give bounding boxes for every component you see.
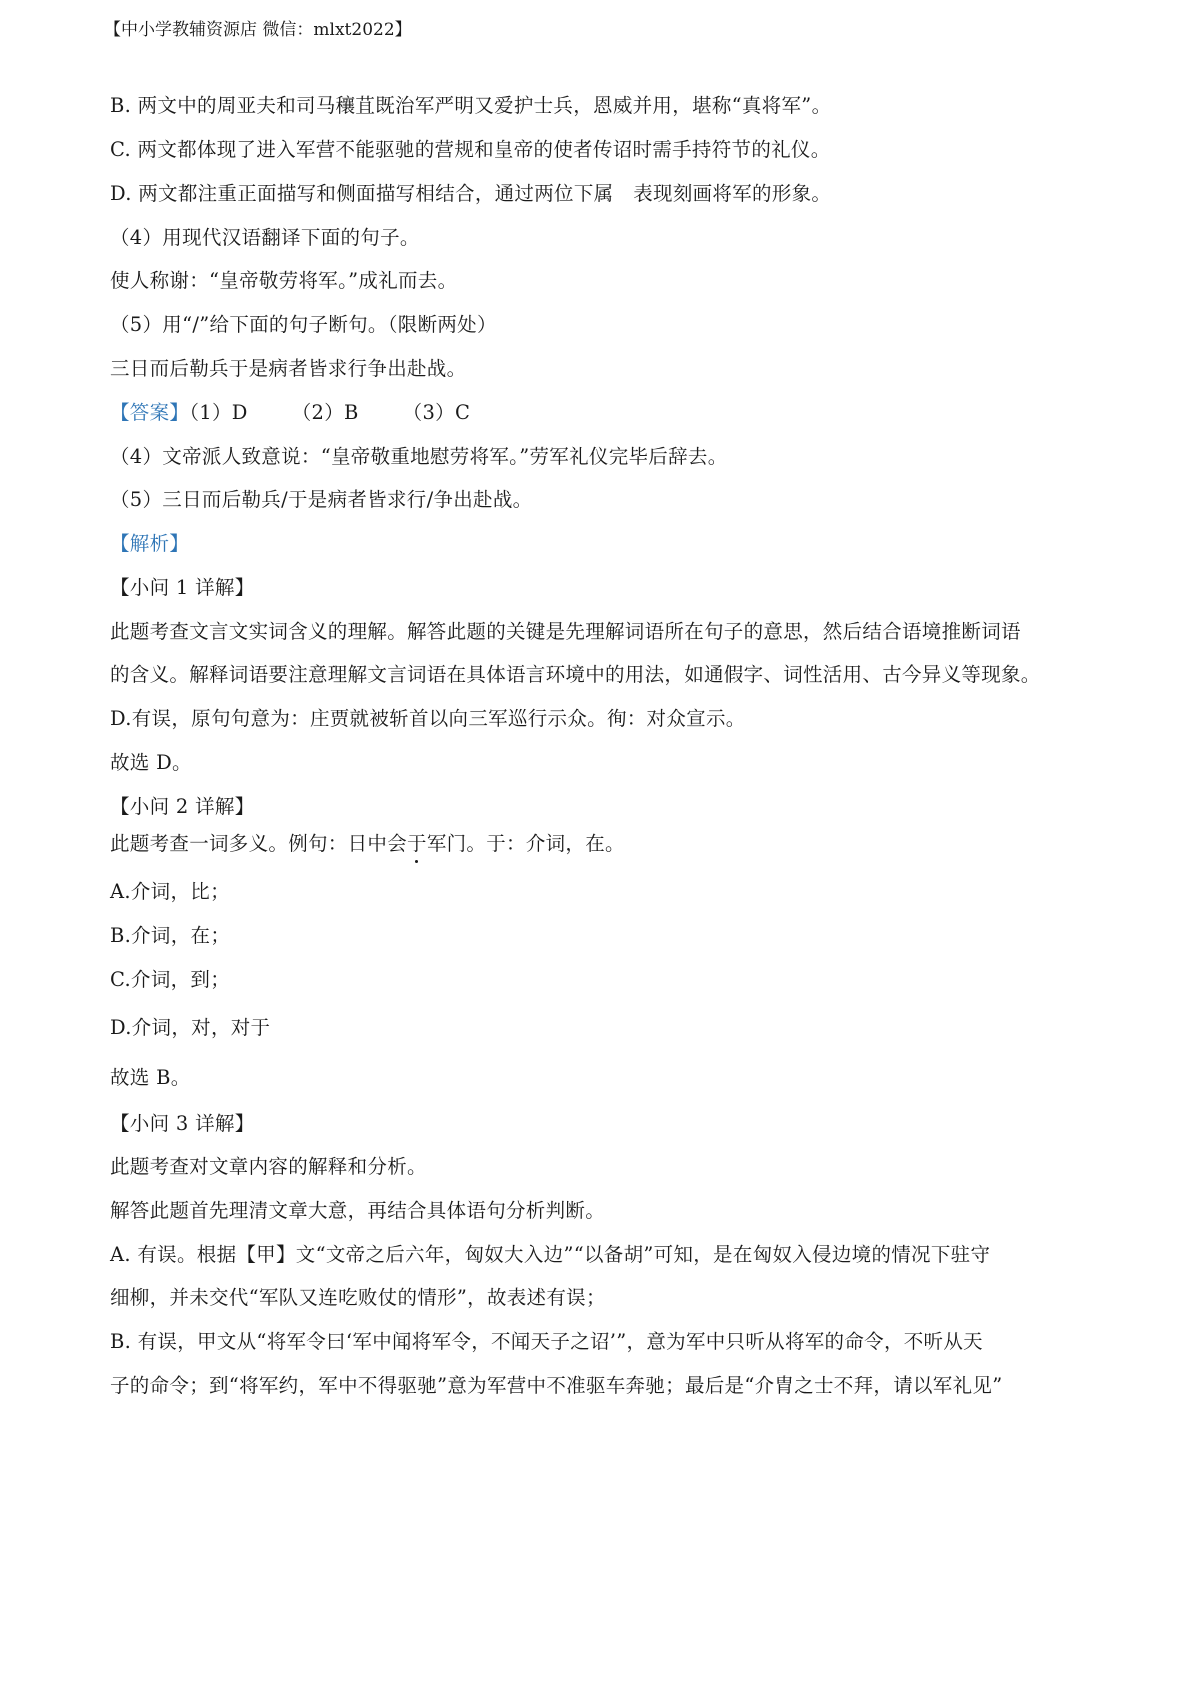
- q3-line-4: 细柳，并未交代“军队又连吃败仗的情形”，故表述有误；: [110, 1286, 606, 1309]
- q1-line-1: 此题考查文言文实词含义的理解。解答此题的关键是先理解词语所在句子的意思，然后结合语境推断词语: [110, 620, 1021, 643]
- option-d-line: D. 两文都注重正面描写和侧面描写相结合，通过两位下属 表现刻画将军的形象。: [110, 182, 832, 205]
- q3-line-3: A. 有误。根据【甲】文“文帝之后六年，匈奴大入边”“以备胡”可知，是在匈奴入侵边境的情况下驻守: [110, 1243, 991, 1266]
- q1-conclusion: 故选 D。: [110, 751, 192, 774]
- q2-option-a: A.介词，比；: [110, 880, 230, 903]
- q2-line-1-b: 军门。于：介词，在。: [426, 832, 625, 855]
- answer-4: （4）文帝派人致意说：“皇帝敬重地慰劳将军。”劳军礼仪完毕后辞去。: [110, 445, 728, 468]
- answer-label: 【答案】: [110, 401, 190, 424]
- q2-line-1: [110, 829, 625, 859]
- q3-line-2: 解答此题首先理清文章大意，再结合具体语句分析判断。: [110, 1199, 606, 1222]
- q1-title: 【小问 1 详解】: [110, 576, 255, 599]
- option-c-line: C. 两文都体现了进入军营不能驱驰的营规和皇帝的使者传诏时需手持符节的礼仪。: [110, 138, 831, 161]
- q2-option-c: C.介词，到；: [110, 968, 231, 991]
- q2-title: 【小问 2 详解】: [110, 795, 255, 818]
- q2-option-b: B.介词，在；: [110, 924, 231, 947]
- q2-conclusion: 故选 B。: [110, 1066, 191, 1089]
- answer-5: （5）三日而后勒兵/于是病者皆求行/争出赴战。: [110, 488, 533, 511]
- answer-2: （2）B: [291, 401, 359, 424]
- q2-line-1-a: 此题考查一词多义。例句：日中会: [110, 832, 408, 855]
- answer-3: （3）C: [402, 401, 471, 424]
- q3-line-5: B. 有误，甲文从“将军令曰‘军中闻将军令，不闻天子之诏’”，意为军中只听从将军的命令，不听从天: [110, 1330, 983, 1353]
- question-5-sentence: 三日而后勒兵于是病者皆求行争出赴战。: [110, 357, 467, 380]
- answer-1: （1）D: [189, 401, 248, 424]
- option-b-line: B. 两文中的周亚夫和司马穰苴既治军严明又爱护士兵，恩威并用，堪称“真将军”。: [110, 94, 832, 117]
- q3-line-6: 子的命令；到“将军约，军中不得驱驰”意为军营中不准驱车奔驰；最后是“介胄之士不拜，请以军礼见”: [110, 1374, 1003, 1397]
- answer-line: [110, 398, 470, 428]
- q3-title: 【小问 3 详解】: [110, 1112, 255, 1135]
- question-4-sentence: 使人称谢：“皇帝敬劳将军。”成礼而去。: [110, 269, 458, 292]
- page-header-watermark: 【中小学教辅资源店 微信：mlxt2022】: [104, 20, 412, 40]
- emphasis-word: 于: [407, 829, 427, 859]
- q2-option-d: D.介词，对，对于: [110, 1016, 271, 1039]
- q1-line-2: 的含义。解释词语要注意理解文言词语在具体语言环境中的用法，如通假字、词性活用、古今异义等现象。: [110, 663, 1041, 686]
- question-5-prompt: （5）用“/”给下面的句子断句。（限断两处）: [110, 313, 497, 336]
- question-4-prompt: （4）用现代汉语翻译下面的句子。: [110, 226, 420, 249]
- analysis-label: 【解析】: [110, 532, 190, 555]
- q3-line-1: 此题考查对文章内容的解释和分析。: [110, 1155, 427, 1178]
- q1-line-3: D.有误，原句句意为：庄贾就被斩首以向三军巡行示众。徇：对众宣示。: [110, 707, 746, 730]
